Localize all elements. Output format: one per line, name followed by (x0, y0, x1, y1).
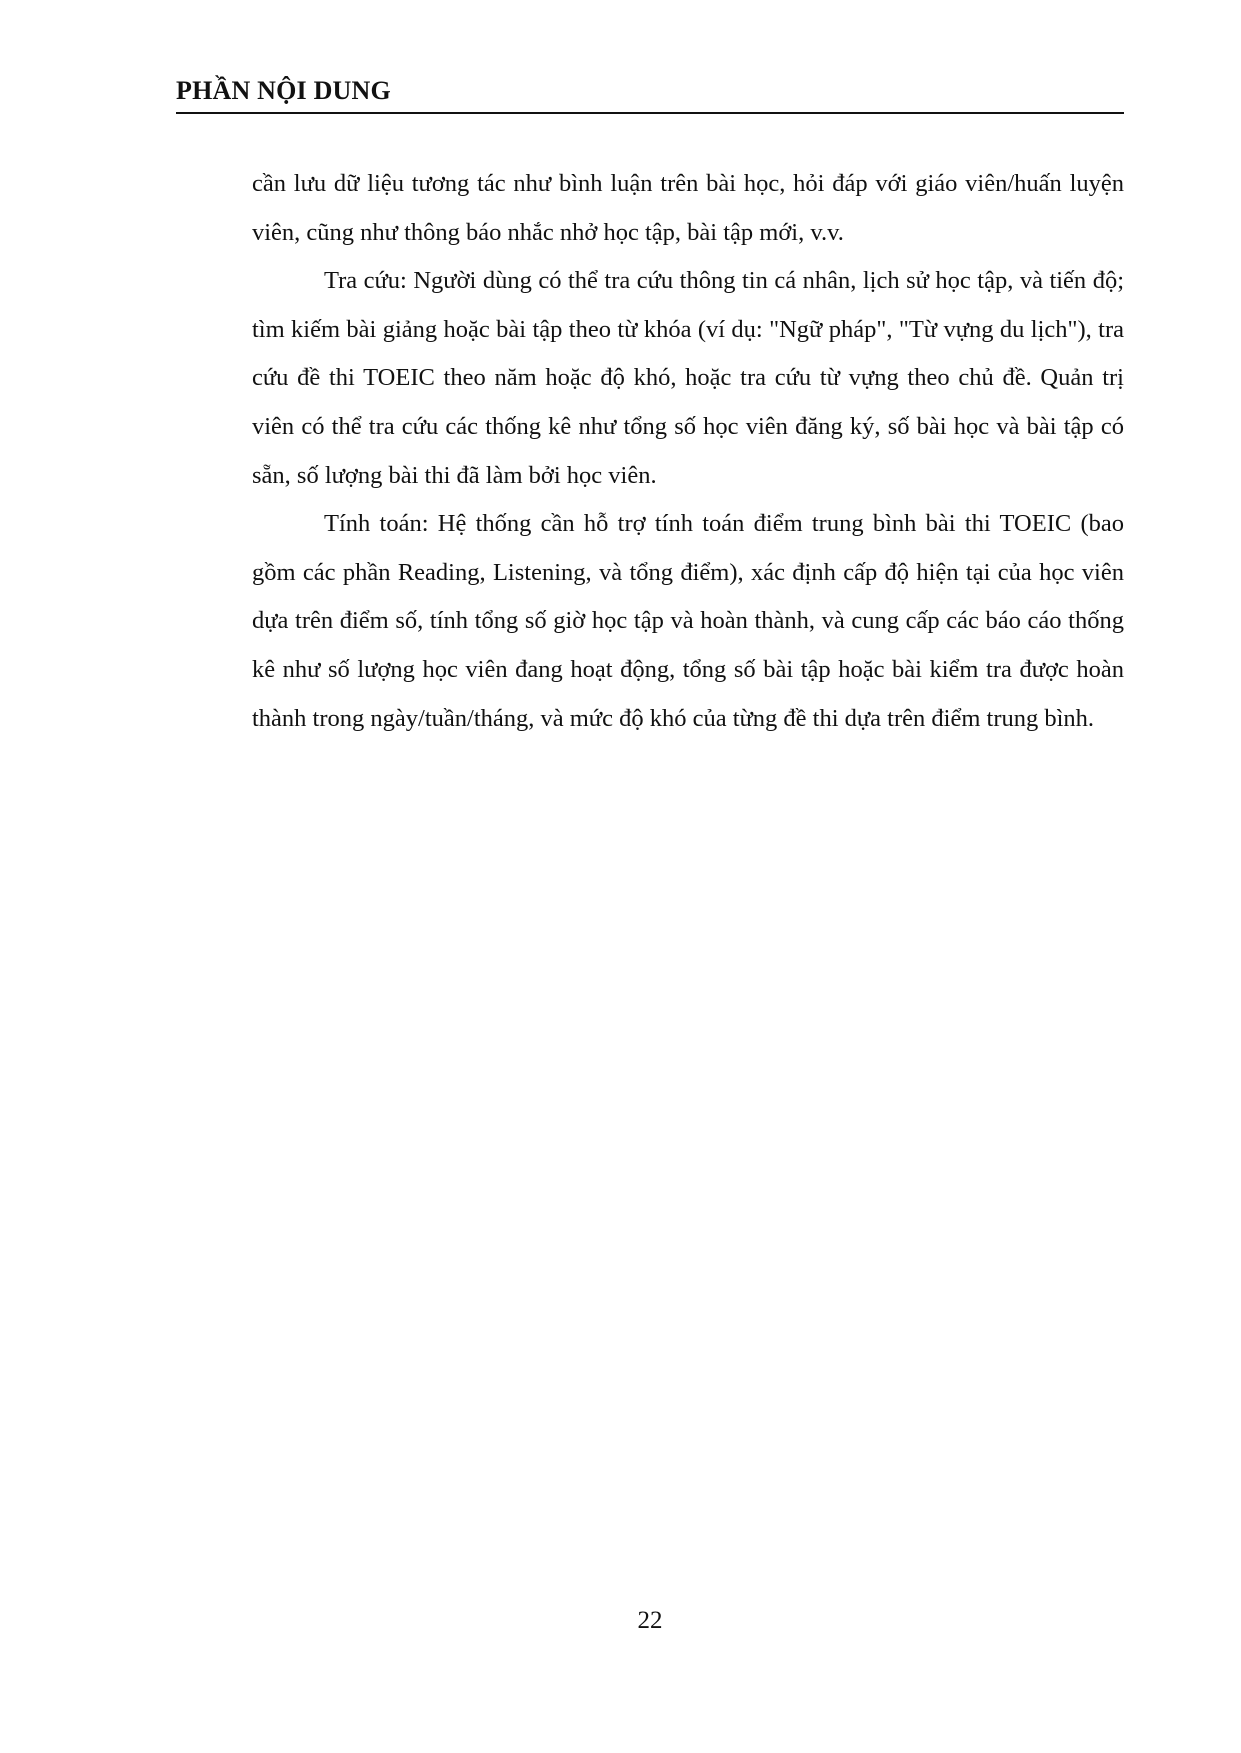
body-text (252, 160, 1124, 743)
page-number: 22 (637, 1607, 663, 1634)
paragraph-continuation: cần lưu dữ liệu tương tác như bình luận trên bài học, hỏi đáp với giáo viên/huấn luyện viên, cũng như thông báo nhắc nhở học tập, bài tập mới, v.v. (252, 170, 1124, 246)
paragraph-tinh-toan: Tính toán: Hệ thống cần hỗ trợ tính toán điểm trung bình bài thi TOEIC (bao gồm các phần Reading, Listening, và tổng điểm), xác định cấp độ hiện tại của học viên dựa trên điểm số, tính tổng số giờ học tập và hoàn thành, và cung cấp các báo cáo thống kê như số lượng học viên đang hoạt động, tổng số bài tập hoặc bài kiểm tra được hoàn thành trong ngày/tuần/tháng, và mức độ khó của từng đề thi dựa trên điểm trung bình. (252, 510, 1124, 732)
paragraph-tra-cuu: Tra cứu: Người dùng có thể tra cứu thông tin cá nhân, lịch sử học tập, và tiến độ; tìm kiếm bài giảng hoặc bài tập theo từ khóa (ví dụ: "Ngữ pháp", "Từ vựng du lịch"), tra cứu đề thi TOEIC theo năm hoặc độ khó, hoặc tra cứu từ vựng theo chủ đề. Quản trị viên có thể tra cứu các thống kê như tổng số học viên đăng ký, số bài học và bài tập có sẵn, số lượng bài thi đã làm bởi học viên. (252, 267, 1124, 489)
page-header-title: PHẦN NỘI DUNG (176, 76, 391, 105)
page-header (176, 74, 1124, 114)
